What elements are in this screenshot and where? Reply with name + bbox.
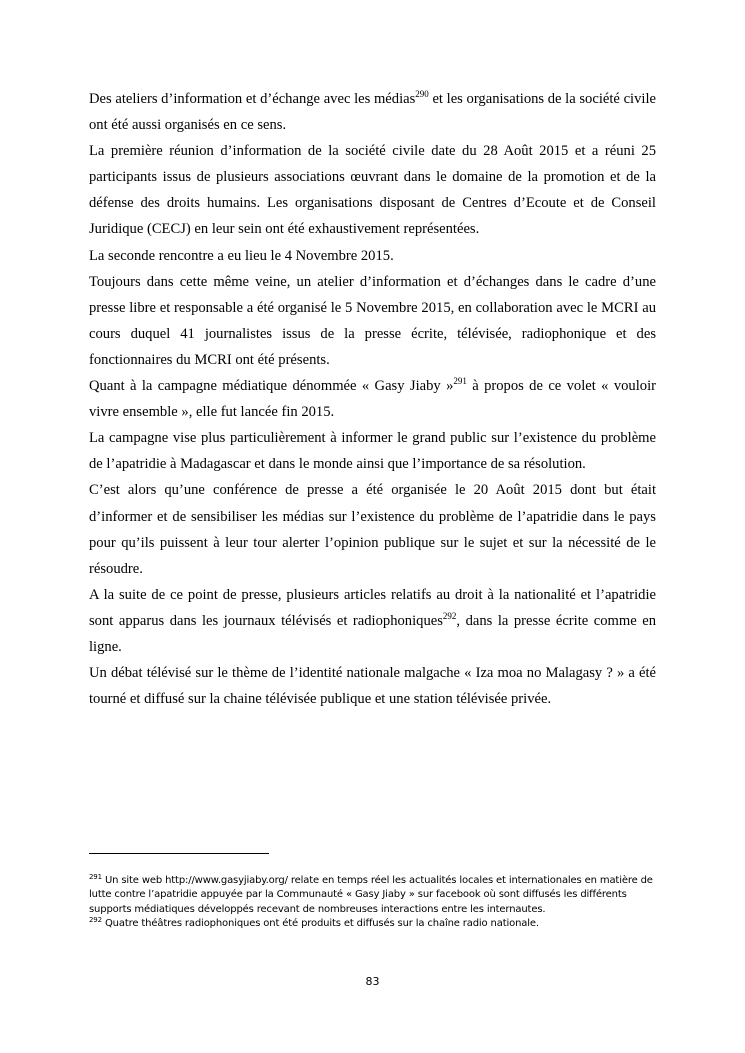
paragraph-campaign-goal: La campagne vise plus particulièrement à informer le grand public sur l’existence du problème de l’apatridie à Madagascar et dans le monde ainsi que l’importance de sa résolution. (89, 430, 656, 473)
paragraph-second-meeting: La seconde rencontre a eu lieu le 4 Novembre 2015. (89, 247, 394, 264)
paragraph-media-workshops (89, 86, 656, 138)
footnote-separator (89, 853, 269, 854)
footnotes (89, 874, 658, 932)
paragraph-articles (89, 582, 656, 660)
body-text (89, 86, 656, 712)
page-number: 83 (365, 975, 380, 988)
footnote-ref-291[interactable]: 291 (453, 376, 467, 387)
paragraph-text: Des ateliers d’information et d’échange avec les médias (89, 91, 416, 107)
footnote-text: Un site web http://www.gasyjiaby.org/ relate en temps réel les actualités locales et internationales en matière de lutte contre l’apatridie appuyée par la Communauté « Gasy Jiaby » sur facebook où sont diffusés les différents supports médiatiques développés recevant de nombreuses interactions entre les internautes. (89, 875, 653, 915)
paragraph-text: à propos de ce volet « vouloir vivre ensemble », elle fut lancée fin 2015. (89, 378, 656, 421)
paragraph-text: , dans la presse écrite comme en ligne. (89, 612, 657, 655)
paragraph-text: Quant à la campagne médiatique dénommée « Gasy Jiaby » (89, 378, 454, 395)
paragraph-campaign (89, 373, 656, 425)
footnote-ref-290[interactable]: 290 (415, 89, 429, 99)
paragraph-tv-debate: Un débat télévisé sur le thème de l’identité nationale malgache « Iza moa no Malagasy ? » a été tourné et diffusé sur la chaine télévisée publique et une station télévisée privée. (89, 665, 656, 708)
paragraph-press-workshop: Toujours dans cette même veine, un atelier d’information et d’échanges dans le cadre d’une presse libre et responsable a été organisé le 5 Novembre 2015, en collaboration avec le MCRI au cours duquel 41 journalistes issus de la presse écrite, télévisée, radiophonique et des fonctionnaires du MCRI ont été présents. (89, 273, 656, 368)
footnote-292 (89, 917, 658, 931)
footnote-number: 291 (89, 873, 102, 881)
paragraph-press-conference: C’est alors qu’une conférence de presse a été organisée le 20 Août 2015 dont but était d’informer et de sensibiliser les médias sur l’existence du problème de l’apatridie dans le pays pour qu’ils puissent à leur tour alerter l’opinion publique sur le sujet et sur la nécessité de le résoudre. (89, 482, 656, 577)
footnote-text: Quatre théâtres radiophoniques ont été produits et diffusés sur la chaîne radio nationale. (101, 918, 539, 930)
footnote-number: 292 (89, 916, 102, 925)
footnote-ref-292[interactable]: 292 (442, 610, 457, 621)
paragraph-first-meeting: La première réunion d’information de la société civile date du 28 Août 2015 et a réuni 25 participants issus de plusieurs associations œuvrant dans le domaine de la promotion et de la défense des droits humains. Les organisations disposant de Centres d’Ecoute et de Conseil Juridique (CECJ) en leur sein ont été exhaustivement représentées. (89, 143, 656, 238)
paragraph-text: et les organisations de la société civile ont été aussi organisés en ce sens. (89, 91, 656, 134)
footnote-291 (89, 874, 658, 917)
paragraph-text: A la suite de ce point de presse, plusieurs articles relatifs au droit à la nationalité et l’apatridie sont apparus dans les journaux télévisés et radiophoniques (89, 586, 656, 629)
